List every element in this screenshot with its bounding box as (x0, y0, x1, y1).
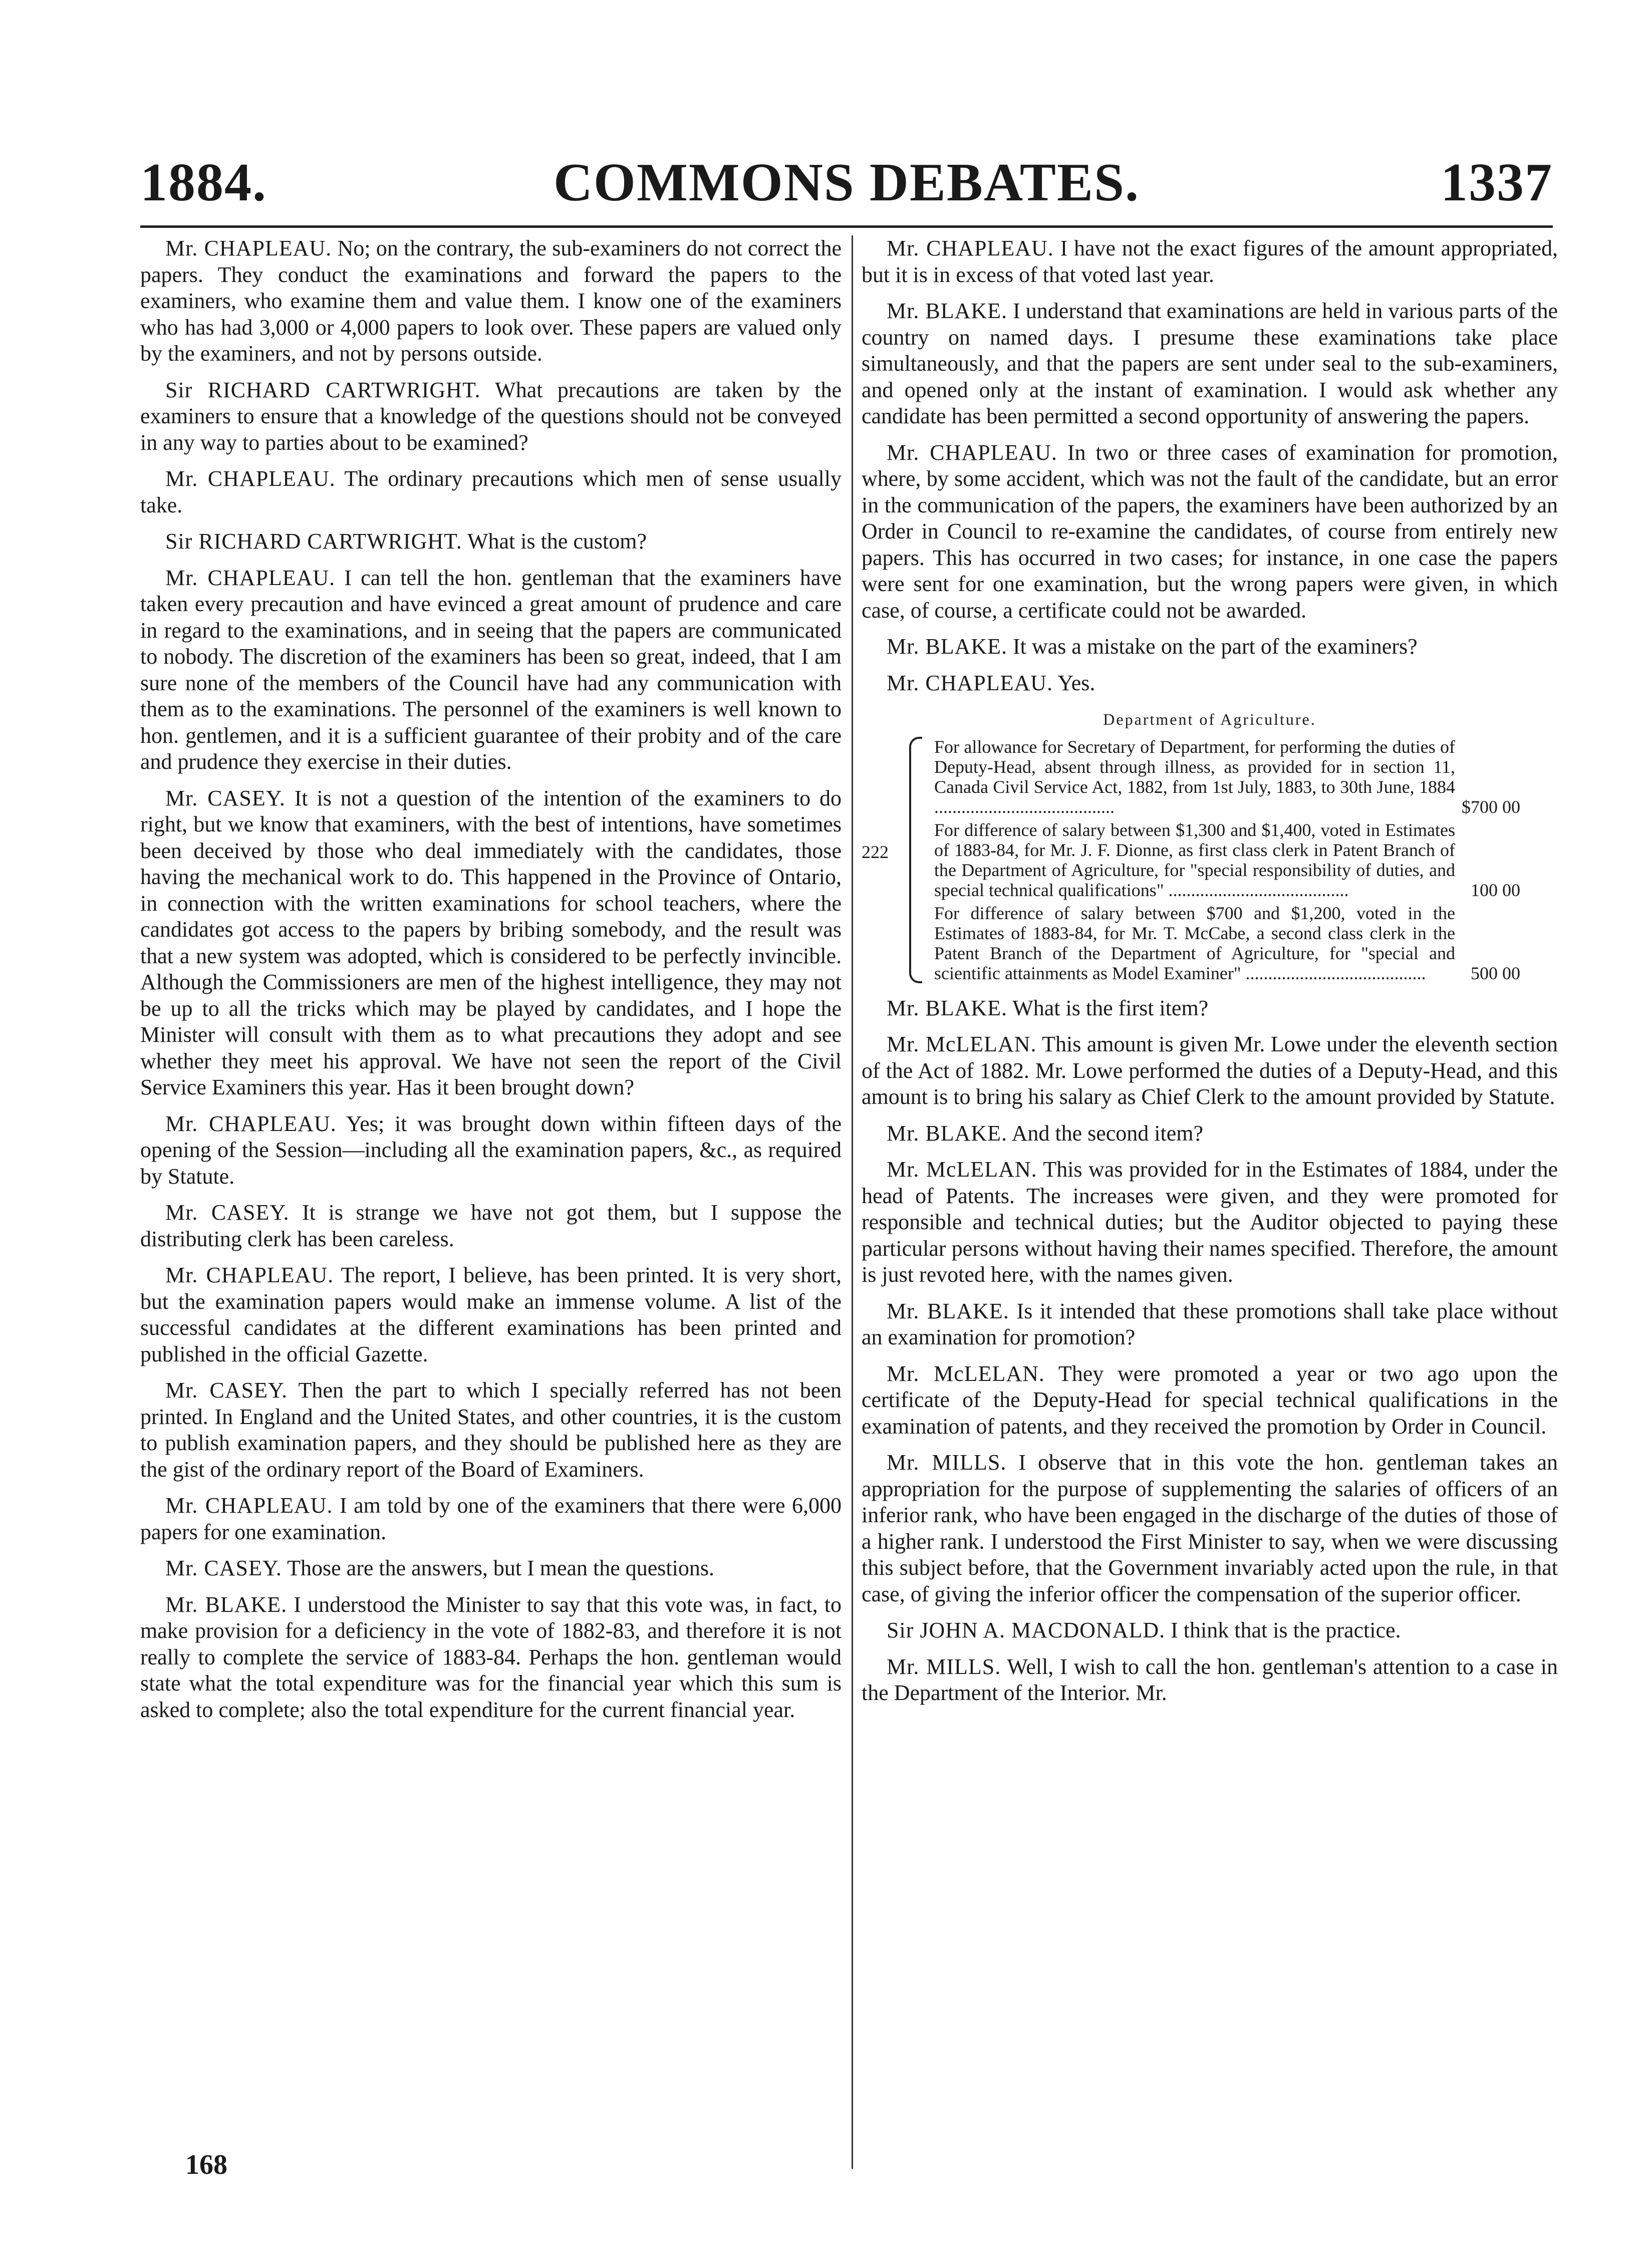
speech (140, 1377, 842, 1483)
speech (862, 1617, 1558, 1644)
estimate-block (862, 737, 1558, 983)
estimate-item-text: For difference of salary between $1,300 and $1,400, voted in Estimates of 1883-84, for Mr. J. F. Dionne, as first class clerk in Patent Branch of the Department of Agriculture, for "special responsibility of duties, and special technical qualifications" ........................................ (934, 819, 1455, 900)
speech (862, 1450, 1558, 1607)
speaker: Mr. CHAPLEAU. (165, 466, 336, 491)
speaker: Mr. CHAPLEAU. (165, 236, 332, 260)
speech (862, 1298, 1558, 1351)
speaker: Mr. CHAPLEAU. (165, 1111, 337, 1136)
speech-text: I have not the exact figures of the amount appropriated, but it is in excess of that voted last year. (862, 236, 1558, 287)
speech (140, 1200, 842, 1252)
brace-mark (909, 737, 922, 983)
speaker: Mr. BLAKE. (887, 1120, 1007, 1146)
speaker: Mr. McLELAN. (887, 1361, 1045, 1386)
estimate-number: 222 (862, 841, 889, 862)
speech-text: It is not a question of the intention of the examiners to do right, but we know that examiners, with the best of intentions, have sometimes been deceived by those who deal immediately with the candidates, those having the mechanical work to do. This happened in the Province of Ontario, in connection with the written examinations for school teachers, where the candidates got access to the papers by bribing somebody, and the result was that a new system was adopted, which is considered to be perfectly invincible. Although the Commissioners are men of the highest intelligence, they may not be up to all the tricks which may be played by candidates, and I hope the Minister will consult with them as to what precautions they adopt and see whether they meet his approval. We have not seen the report of the Civil Service Examiners this year. Has it been brought down? (140, 785, 842, 1099)
header-rule (140, 225, 1553, 228)
speech-text: I observe that in this vote the hon. gentleman takes an appropriation for the purpose of supplementing the salaries of officers of an inferior rank, who have been engaged in the discharge of the duties of those of a higher rank. I understood the First Minister to say, when we were discussing this subject before, that the Government invariably acted upon the rule, in that case, of giving the inferior officer the compensation of the superior officer. (862, 1450, 1558, 1606)
header-title: COMMONS DEBATES. (553, 153, 1140, 212)
speech (140, 1592, 842, 1724)
speaker: Sir JOHN A. MACDONALD. (887, 1618, 1166, 1642)
speaker: Mr. CHAPLEAU. (887, 440, 1057, 465)
speaker: Mr. BLAKE. (165, 1592, 288, 1617)
speaker: Mr. CHAPLEAU. (165, 1493, 333, 1518)
speaker: Mr. BLAKE. (887, 634, 1007, 659)
speech (140, 1493, 842, 1545)
speech-text: Yes; it was brought down within fifteen days of the opening of the Session—including all the examination papers, &c., as required by Statute. (140, 1111, 842, 1189)
speech-text: I can tell the hon. gentleman that the examiners have taken every precaution and have evinced a great amount of prudence and care in regard to the examinations, and in seeing that the papers are communicated to nobody. The discretion of the examiners has been so great, indeed, that I am sure none of the members of the Council have had any communication with them as to the examinations. The personnel of the examiners is well known to hon. gentlemen, and it is a sufficient guarantee of their probity and of the care and prudence they exercise in their duties. (140, 565, 842, 774)
speaker: Mr. CASEY. (165, 1378, 288, 1402)
estimate-item-amount: 100 00 (1471, 880, 1520, 900)
speech (862, 634, 1558, 660)
speech-text: And the second item? (1011, 1120, 1204, 1146)
estimate-item (934, 820, 1558, 900)
speech-text: The ordinary precautions which men of sense usually take. (140, 466, 842, 517)
header-year: 1884. (140, 153, 267, 212)
speech (140, 528, 842, 555)
speech-text: I understood the Minister to say that this vote was, in fact, to make provision for a deficiency in the vote of 1882-83, and therefore it is not really to complete the service of 1883-84. Perhaps the hon. gentleman would state what the total expenditure was for the financial year which this sum is asked to complete; also the total expenditure for the current financial year. (140, 1592, 842, 1722)
speech (862, 298, 1558, 430)
page-header (140, 145, 1553, 225)
speech (140, 1111, 842, 1190)
estimate-item (934, 737, 1558, 817)
speech (862, 1120, 1558, 1147)
speech (862, 1157, 1558, 1288)
header-page-number: 1337 (1441, 153, 1553, 212)
speech-text: What precautions are taken by the examiners to ensure that a knowledge of the questions should not be conveyed in any way to parties about to be examined? (140, 377, 842, 455)
speaker: Mr. McLELAN. (887, 1032, 1037, 1056)
speech-text: I think that is the practice. (1171, 1618, 1401, 1642)
speaker: Mr. CASEY. (165, 1200, 290, 1225)
speaker: Sir RICHARD CARTWRIGHT. (165, 529, 462, 553)
speaker: Mr. MILLS. (887, 1654, 1001, 1679)
speech-text: In two or three cases of examination for promotion, where, by some accident, which was not the fault of the candidate, but an error in the communication of the papers, the examiners have been authorized by an Order in Council to re-examine the candidates, of course from entirely new papers. This has occurred in two cases; for instance, in one case the papers were sent for one examination, but the wrong papers were given, in which case, of course, a certificate could not be awarded. (862, 440, 1558, 623)
speech (862, 1031, 1558, 1110)
right-column (862, 235, 1558, 1717)
speech-text: Well, I wish to call the hon. gentleman's attention to a case in the Department of the Interior. Mr. (862, 1654, 1558, 1705)
speech-text: I am told by one of the examiners that there were 6,000 papers for one examination. (140, 1493, 842, 1544)
speaker: Sir RICHARD CARTWRIGHT. (165, 377, 481, 402)
estimate-item-text: For allowance for Secretary of Department, for performing the duties of Deputy-Head, absent through illness, as provided for in section 11, Canada Civil Service Act, 1882, from 1st July, 1883, to 30th June, 1884 ........................................ (934, 736, 1455, 817)
speaker: Mr. CHAPLEAU. (887, 670, 1053, 695)
speech-text: They were promoted a year or two ago upon the certificate of the Deputy-Head for special technical qualifications in the examination of patents, and they received the promotion by Order in Council. (862, 1361, 1558, 1439)
speech-text: Those are the answers, but I mean the questions. (287, 1556, 715, 1580)
signature-mark: 168 (185, 2149, 227, 2180)
speaker: Mr. CASEY. (165, 785, 286, 810)
speech-text: It was a mistake on the part of the examiners? (1013, 634, 1418, 659)
estimate-title: Department of Agriculture. (1103, 710, 1316, 728)
speech (862, 1361, 1558, 1440)
speech-text: This amount is given Mr. Lowe under the eleventh section of the Act of 1882. Mr. Lowe performed the duties of a Deputy-Head, and this amount is to bring his salary as Chief Clerk to the amount provided by Statute. (862, 1032, 1558, 1109)
speech-text: No; on the contrary, the sub-examiners do not correct the papers. They conduct the examinations and forward the papers to the examiners, who examine them and value them. I know one of the examiners who has had 3,000 or 4,000 papers to look over. These papers are valued only by the examiners, and not by persons outside. (140, 236, 842, 366)
speech (862, 670, 1558, 697)
speech-text: Yes. (1057, 670, 1095, 695)
speaker: Mr. BLAKE. (887, 299, 1008, 323)
speech (862, 1654, 1558, 1707)
speaker: Mr. CHAPLEAU. (165, 1263, 334, 1287)
estimate-item-amount: 500 00 (1471, 963, 1520, 983)
speech-text: It is strange we have not got them, but I suppose the distributing clerk has been careless. (140, 1200, 842, 1251)
speech (862, 995, 1558, 1022)
speech-text: What is the custom? (467, 529, 647, 553)
speech (862, 235, 1558, 288)
estimate-item-text: For difference of salary between $700 and $1,200, voted in the Estimates of 1883-84, for Mr. T. McCabe, a second class clerk in the Patent Branch of the Department of Agriculture, for "special and scientific attainments as Model Examiner" ........................................ (934, 903, 1455, 983)
speech (140, 1262, 842, 1367)
speech-text: I understand that examinations are held in various parts of the country on named days. I presume these examinations take place simultaneously, and that the papers are sent under seal to the sub-examiners, and opened only at the instant of examination. I would ask whether any candidate has been permitted a second opportunity of answering the papers. (862, 299, 1558, 428)
speaker: Mr. CHAPLEAU. (165, 565, 336, 590)
speech (140, 377, 842, 456)
speech (862, 440, 1558, 624)
speech (140, 1555, 842, 1582)
speaker: Mr. CASEY. (165, 1556, 282, 1580)
speaker: Mr. BLAKE. (887, 1298, 1009, 1323)
left-column (140, 235, 842, 1733)
speaker: Mr. McLELAN. (887, 1157, 1037, 1182)
speech-text: The report, I believe, has been printed. It is very short, but the examination papers would make an immense volume. A list of the successful candidates at the different examinations has been printed and published in the official Gazette. (140, 1263, 842, 1366)
speech-text: What is the first item? (1012, 995, 1209, 1020)
column-divider (852, 235, 853, 2169)
speaker: Mr. MILLS. (887, 1450, 1007, 1475)
speech (140, 466, 842, 518)
estimate-item (934, 903, 1558, 983)
speaker: Mr. CHAPLEAU. (887, 236, 1054, 260)
speaker: Mr. BLAKE. (887, 995, 1007, 1020)
speech (140, 235, 842, 367)
speech-text: This was provided for in the Estimates of 1884, under the head of Patents. The increases were given, and they were promoted for responsible and technical duties; but the Auditor objected to paying these particular persons without having their names specified. Therefore, the amount is just revoted here, with the names given. (862, 1157, 1558, 1287)
speech (140, 785, 842, 1101)
estimate-item-amount: $700 00 (1462, 796, 1520, 817)
speech-text: Is it intended that these promotions shall take place without an examination for promotion? (862, 1298, 1558, 1349)
speech (140, 565, 842, 775)
speech-text: Then the part to which I specially referred has not been printed. In England and the United States, and other countries, it is the custom to publish examination papers, and they should be published here as they are the gist of the ordinary report of the Board of Examiners. (140, 1378, 842, 1482)
